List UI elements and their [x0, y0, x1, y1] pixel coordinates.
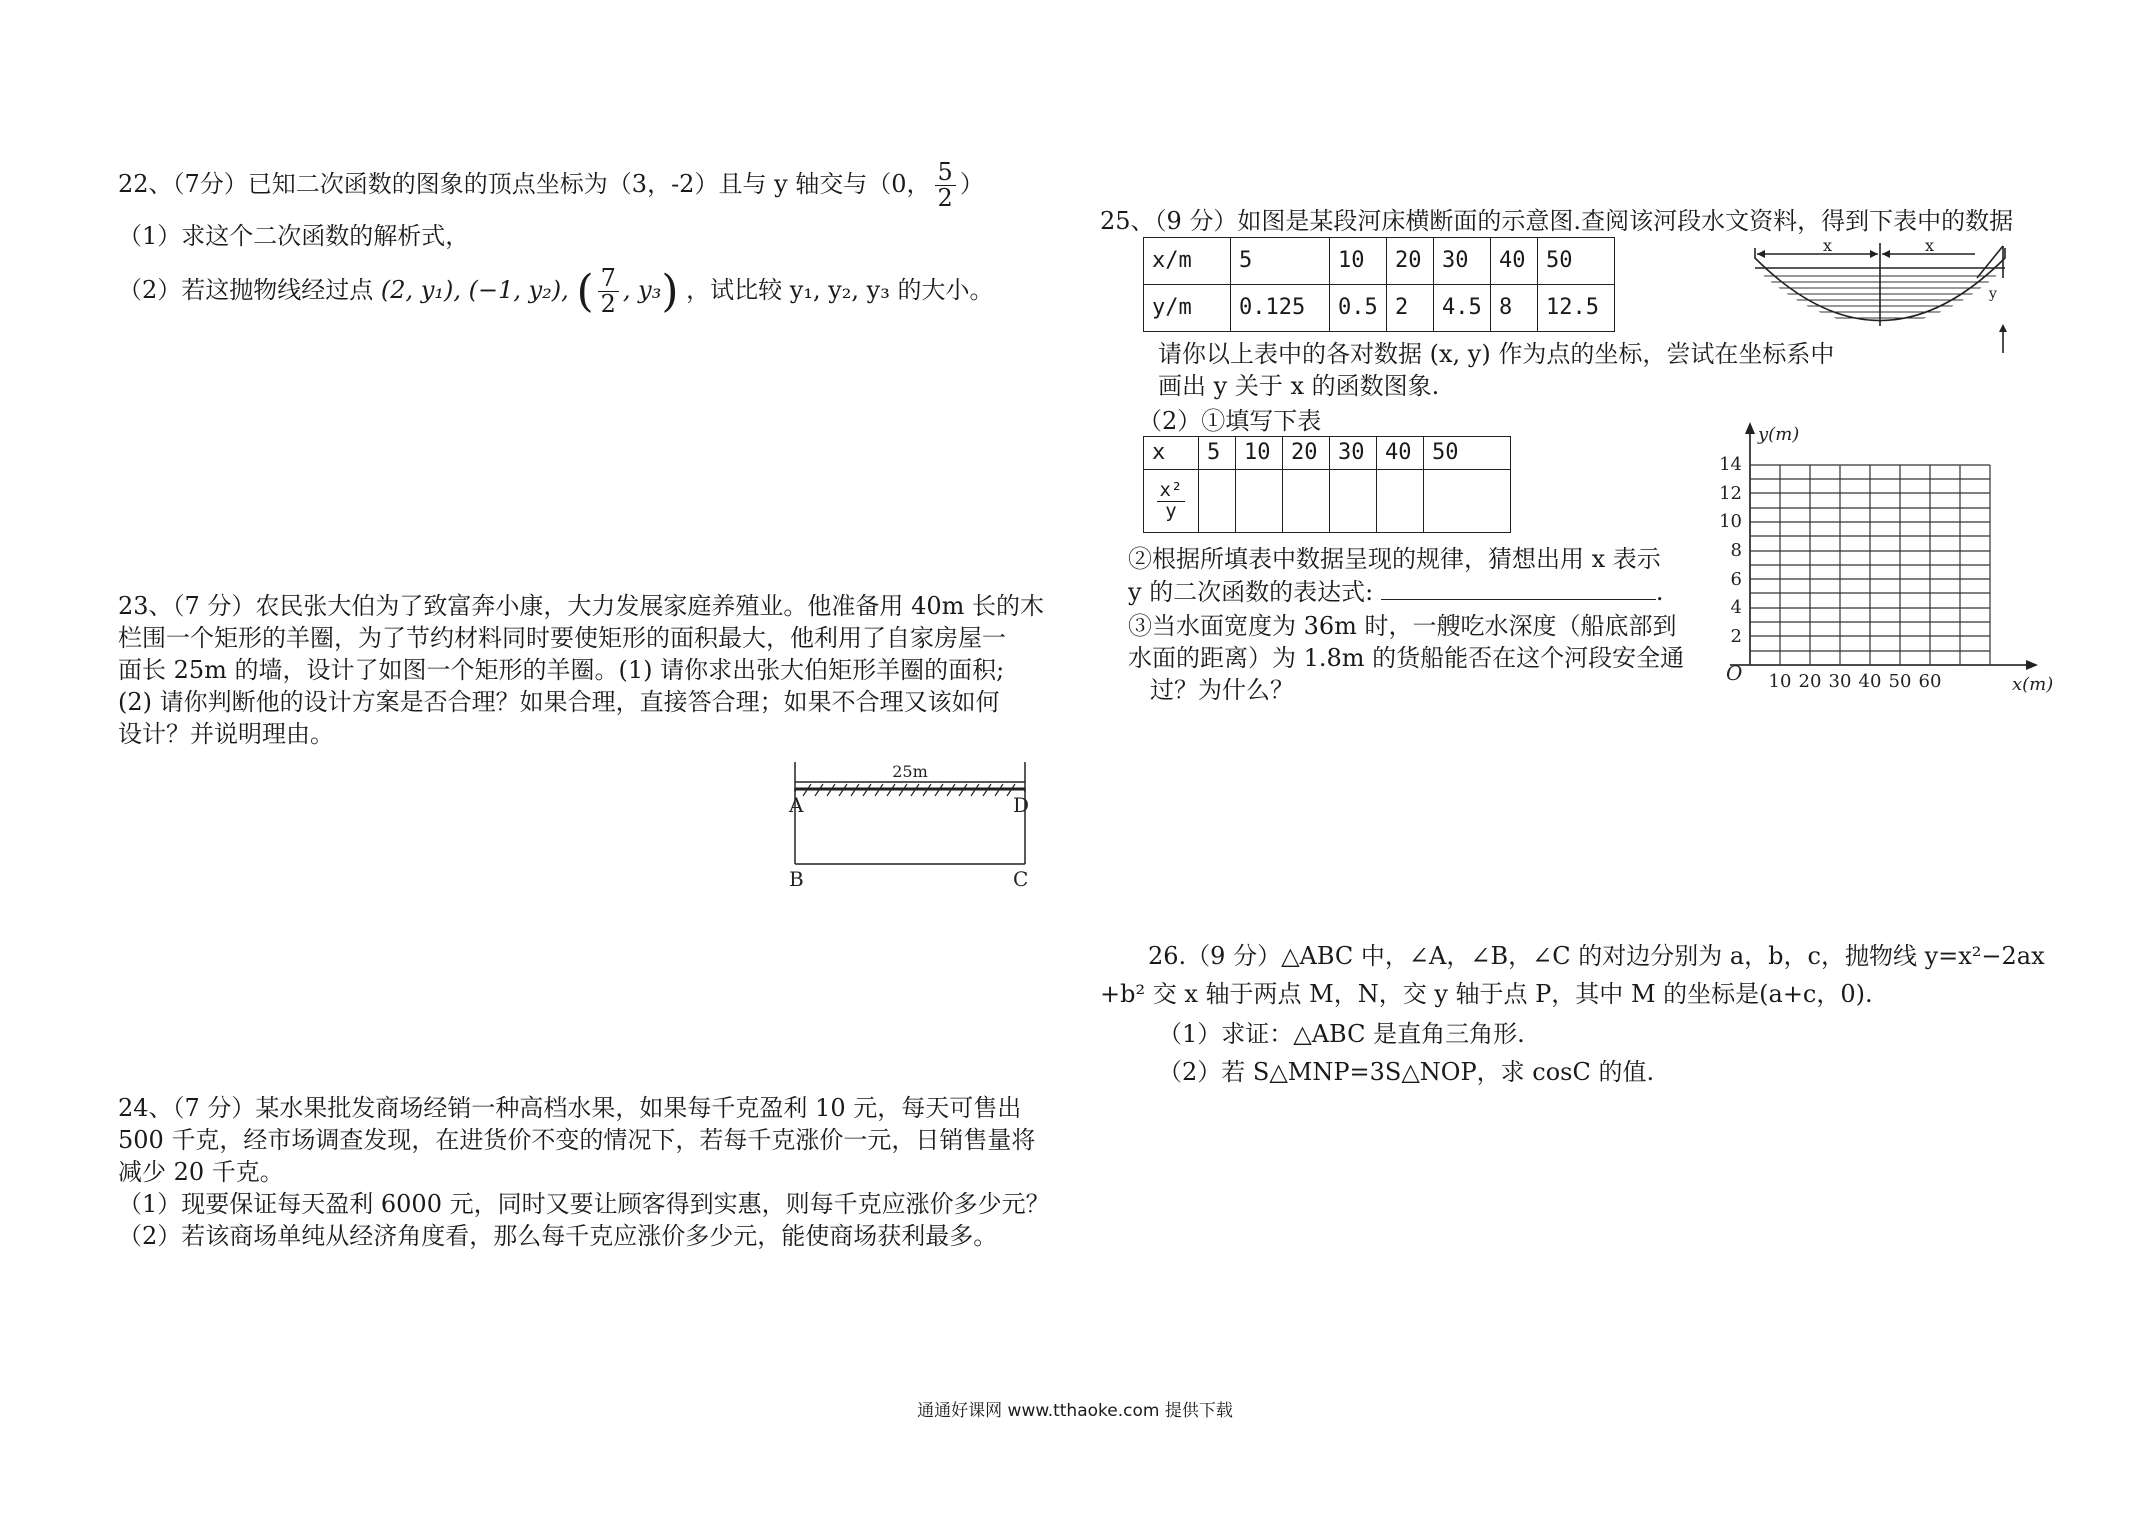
- q24-line: 24、（7 分）某水果批发商场经销一种高档水果，如果每千克盈利 10 元，每天可售出: [118, 1094, 1022, 1122]
- table-cell: [1199, 470, 1236, 533]
- q26-part1: （1）求证：△ABC 是直角三角形.: [1158, 1020, 1525, 1048]
- table-cell: 0.125: [1231, 285, 1330, 332]
- q25-step2-text: y 的二次函数的表达式:: [1128, 578, 1374, 606]
- q25-river-figure: [1745, 238, 2015, 358]
- q23-line: 面长 25m 的墙，设计了如图一个矩形的羊圈。(1) 请你求出张大伯矩形羊圈的面积;: [118, 656, 1005, 684]
- q25-table2-frac-den: y: [1165, 499, 1177, 522]
- table-row: [1144, 470, 1511, 533]
- q22-part2: [118, 262, 993, 321]
- table-cell: 10: [1330, 238, 1387, 285]
- table-cell: 2: [1387, 285, 1434, 332]
- table-cell: x/m: [1144, 238, 1231, 285]
- q22-fraction: [935, 160, 956, 211]
- q22-point3-rest: , y₃: [622, 276, 662, 305]
- q22-paren-right: ): [661, 266, 679, 317]
- q25-xtick: 20: [1798, 671, 1822, 692]
- q23-line: (2) 请你判断他的设计方案是否合理？如果合理，直接答合理；如果不合理又该如何: [118, 688, 1000, 716]
- q24-line: 减少 20 千克。: [118, 1158, 284, 1186]
- q26-line2: +b² 交 x 轴于两点 M，N，交 y 轴于点 P，其中 M 的坐标是(a+c，0).: [1100, 980, 1873, 1008]
- q22-stem-end: ）: [959, 170, 984, 199]
- q25-step3-line3: 过？为什么？: [1150, 676, 1294, 704]
- q22-frac-den: 2: [937, 184, 953, 213]
- q25-xtick: 40: [1858, 671, 1882, 692]
- q25-river-x-right: x: [1925, 238, 1935, 255]
- table-cell: 5: [1199, 437, 1236, 470]
- q24-line: 500 千克，经市场调查发现，在进货价不变的情况下，若每千克涨价一元，日销售量将: [118, 1126, 1036, 1154]
- table-cell: 0.5: [1330, 285, 1387, 332]
- q25-table2-fraction: [1157, 478, 1186, 522]
- q25-grid-xlabel: x(m): [2012, 674, 2054, 695]
- q23-label-a: A: [789, 793, 804, 817]
- q25-ytick: 14: [1719, 454, 1742, 475]
- q22-point1: (2, y₁),: [380, 276, 461, 305]
- table-cell: 4.5: [1434, 285, 1491, 332]
- q25-step2-line1: ②根据所填表中数据呈现的规律，猜想出用 x 表示: [1128, 545, 1661, 573]
- q24-line: （1）现要保证每天盈利 6000 元，同时又要让顾客得到实惠，则每千克应涨价多少元？: [118, 1190, 1050, 1218]
- q22-stem-text: 22、（7分）已知二次函数的图象的顶点坐标为（3，-2）且与 y 轴交与（0，: [118, 170, 931, 199]
- q25-river-x-left: x: [1823, 238, 1833, 255]
- q22-point3-num: 7: [598, 266, 619, 292]
- q22-paren-left: (: [576, 266, 594, 317]
- page-footer: 通通好课网 www.tthaoke.com 提供下载: [917, 1401, 1233, 1421]
- table-cell: [1330, 470, 1377, 533]
- q25-xtick: 50: [1888, 671, 1912, 692]
- q25-grid-origin: O: [1726, 661, 1743, 685]
- table-cell: 10: [1236, 437, 1283, 470]
- q25-step3-line1: ③当水面宽度为 36m 时，一艘吃水深度（船底部到: [1128, 612, 1677, 640]
- q25-xtick: 60: [1918, 671, 1942, 692]
- q25-step2-end: .: [1655, 578, 1664, 606]
- table-cell: 20: [1387, 238, 1434, 285]
- q23-label-d: D: [1013, 793, 1030, 817]
- q25-grid-lines: [1730, 430, 2030, 665]
- q23-wall-label: 25m: [892, 762, 928, 781]
- q25-step2-line2: [1128, 575, 1664, 608]
- q22-point3-fraction: [598, 266, 619, 317]
- table-cell: x: [1144, 437, 1199, 470]
- q23-label-b: B: [789, 867, 804, 891]
- table-cell: 12.5: [1538, 285, 1615, 332]
- q25-stem: 25、（9 分）如图是某段河床横断面的示意图.查阅该河段水文资料，得到下表中的数据: [1100, 207, 2014, 235]
- table-cell: [1424, 470, 1511, 533]
- q25-instr1: 请你以上表中的各对数据 (x, y) 作为点的坐标，尝试在坐标系中: [1158, 340, 1835, 368]
- table-cell: 40: [1377, 437, 1424, 470]
- q25-step3-line2: 水面的距离）为 1.8m 的货船能否在这个河段安全通: [1128, 644, 1685, 672]
- q23-line: 23、（7 分）农民张大伯为了致富奔小康，大力发展家庭养殖业。他准备用 40m 长的木: [118, 592, 1044, 620]
- q23-line: 栏围一个矩形的羊圈，为了节约材料同时要使矩形的面积最大，他利用了自家房屋一: [118, 624, 1006, 652]
- q23-line: 设计？并说明理由。: [118, 720, 334, 748]
- q25-ytick: 2: [1730, 626, 1742, 647]
- table-cell: [1144, 470, 1199, 533]
- table-cell: 20: [1283, 437, 1330, 470]
- q25-ytick: 8: [1730, 540, 1742, 561]
- q25-table1: [1143, 237, 1615, 332]
- q22-point2: (−1, y₂),: [468, 276, 569, 305]
- q25-table2: [1143, 436, 1511, 533]
- q25-part2-head: （2）①填写下表: [1138, 407, 1322, 435]
- q22-part1: （1）求这个二次函数的解析式，: [118, 222, 470, 250]
- table-cell: [1283, 470, 1330, 533]
- table-row: [1144, 238, 1615, 285]
- table-cell: y/m: [1144, 285, 1231, 332]
- q22-point3-den: 2: [600, 290, 616, 319]
- q22-frac-num: 5: [935, 160, 956, 186]
- q26-part2: （2）若 S△MNP=3S△NOP，求 cosC 的值.: [1158, 1058, 1655, 1086]
- q25-table2-frac-num: x²: [1157, 481, 1186, 502]
- q25-instr2: 画出 y 关于 x 的函数图象.: [1158, 372, 1440, 400]
- q25-xtick: 30: [1828, 671, 1852, 692]
- q22-part2-a: （2）若这抛物线经过点: [118, 276, 374, 305]
- q23-label-c: C: [1013, 867, 1029, 891]
- table-cell: 8: [1491, 285, 1538, 332]
- q25-river-y: y: [1989, 286, 1997, 302]
- q25-grid-ylabel: y(m): [1758, 424, 1800, 445]
- q22-stem: [118, 160, 984, 211]
- q25-answer-blank: [1381, 575, 1656, 600]
- q26-line1: 26.（9 分）△ABC 中，∠A，∠B，∠C 的对边分别为 a，b，c，抛物线 y=x²−2ax: [1148, 942, 2045, 970]
- table-cell: 40: [1491, 238, 1538, 285]
- table-cell: 5: [1231, 238, 1330, 285]
- q24-line: （2）若该商场单纯从经济角度看，那么每千克应涨价多少元，能使商场获利最多。: [118, 1222, 998, 1250]
- q25-ytick: 10: [1719, 511, 1742, 532]
- q25-coordinate-grid: [1700, 410, 2060, 700]
- table-row: [1144, 437, 1511, 470]
- table-cell: 30: [1330, 437, 1377, 470]
- q25-ytick: 12: [1719, 483, 1742, 504]
- q25-ytick: 6: [1730, 569, 1742, 590]
- q25-ytick: 4: [1730, 597, 1742, 618]
- q23-pen-figure: [785, 752, 1045, 892]
- q25-xtick: 10: [1768, 671, 1792, 692]
- table-cell: 50: [1424, 437, 1511, 470]
- table-cell: 30: [1434, 238, 1491, 285]
- table-cell: 50: [1538, 238, 1615, 285]
- table-row: [1144, 285, 1615, 332]
- table-cell: [1236, 470, 1283, 533]
- q22-part2-b: ，试比较 y₁, y₂, y₃ 的大小。: [686, 276, 994, 305]
- table-cell: [1377, 470, 1424, 533]
